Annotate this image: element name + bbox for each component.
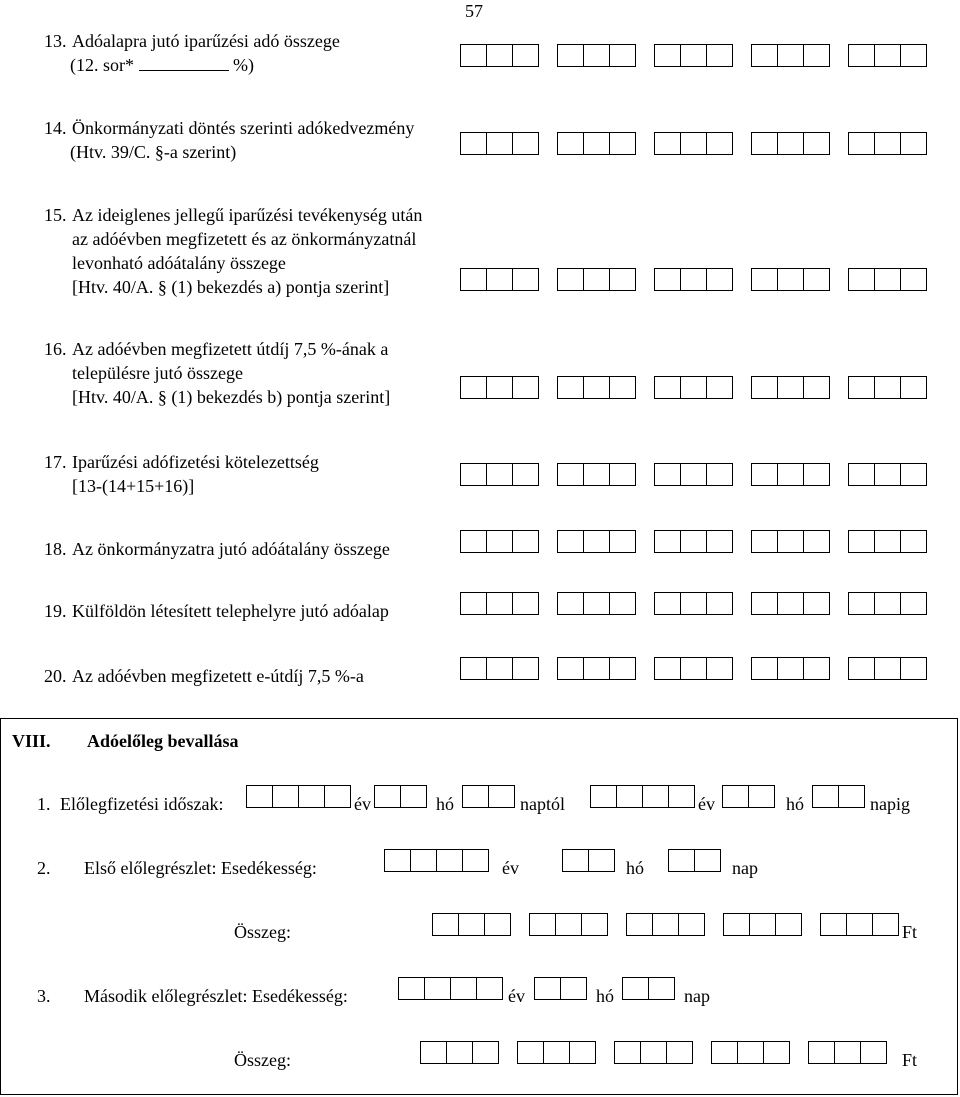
digit-box[interactable] [707, 593, 732, 614]
digit-box[interactable] [778, 133, 804, 154]
item3-number: 3. [37, 986, 51, 1006]
digit-box[interactable] [849, 269, 875, 290]
digit-box[interactable] [821, 914, 847, 935]
digit-box-group[interactable] [723, 913, 802, 936]
digit-box[interactable] [615, 1042, 641, 1063]
digit-box[interactable] [584, 658, 610, 679]
digit-box[interactable] [584, 593, 610, 614]
item2-ho-label: hó [626, 858, 644, 878]
digit-box[interactable] [591, 786, 617, 807]
row-20-number: 20. [44, 666, 67, 686]
digit-box[interactable] [861, 1042, 886, 1063]
digit-box-group[interactable] [668, 849, 721, 872]
digit-box[interactable] [804, 377, 829, 398]
digit-box[interactable] [627, 914, 653, 935]
digit-box-group[interactable] [432, 913, 511, 936]
digit-box[interactable] [681, 133, 707, 154]
digit-box-group[interactable] [848, 592, 927, 615]
digit-box[interactable] [513, 377, 538, 398]
digit-box-group[interactable] [557, 657, 636, 680]
digit-box[interactable] [655, 269, 681, 290]
digit-box[interactable] [849, 133, 875, 154]
digit-box[interactable] [558, 464, 584, 485]
row-17-label-line1: Iparűzési adófizetési kötelezettség [72, 452, 319, 472]
digit-box-group[interactable] [460, 268, 539, 291]
digit-box-group[interactable] [462, 785, 515, 808]
row-18-number: 18. [44, 539, 67, 559]
digit-box-group[interactable] [751, 463, 830, 486]
row-13-label-line1: Adóalapra jutó iparűzési adó összege [72, 31, 340, 51]
digit-box[interactable] [707, 377, 732, 398]
digit-box[interactable] [750, 914, 776, 935]
digit-box[interactable] [518, 1042, 544, 1063]
digit-box-group[interactable] [751, 530, 830, 553]
digit-box[interactable] [399, 978, 425, 999]
digit-box[interactable] [778, 377, 804, 398]
digit-box[interactable] [901, 377, 926, 398]
digit-box[interactable] [778, 464, 804, 485]
digit-box[interactable] [461, 133, 487, 154]
digit-box[interactable] [804, 269, 829, 290]
digit-box[interactable] [804, 464, 829, 485]
digit-box[interactable] [558, 531, 584, 552]
digit-box[interactable] [849, 45, 875, 66]
digit-box-group[interactable] [654, 592, 733, 615]
digit-box[interactable] [325, 786, 350, 807]
digit-box[interactable] [610, 464, 635, 485]
digit-box[interactable] [461, 45, 487, 66]
digit-box[interactable] [778, 45, 804, 66]
digit-box[interactable] [849, 531, 875, 552]
item1-ho-label: hó [436, 794, 454, 814]
digit-box[interactable] [813, 786, 839, 807]
digit-box[interactable] [804, 658, 829, 679]
digit-box[interactable] [584, 45, 610, 66]
digit-box[interactable] [447, 1042, 473, 1063]
digit-box[interactable] [513, 45, 538, 66]
item2-label: Első előlegrészlet: Esedékesség: [84, 858, 317, 878]
digit-box[interactable] [738, 1042, 764, 1063]
digit-box[interactable] [299, 786, 325, 807]
digit-box[interactable] [421, 1042, 447, 1063]
digit-box-group[interactable] [557, 268, 636, 291]
digit-box-group[interactable] [460, 44, 539, 67]
row-17-number: 17. [44, 452, 67, 472]
digit-box-group[interactable] [848, 44, 927, 67]
digit-box-group[interactable] [654, 657, 733, 680]
digit-box-group[interactable] [751, 376, 830, 399]
item3-ev-label: év [508, 986, 525, 1006]
digit-box-group[interactable] [557, 376, 636, 399]
digit-box[interactable] [487, 464, 513, 485]
digit-box[interactable] [681, 377, 707, 398]
digit-box[interactable] [804, 133, 829, 154]
digit-box[interactable] [804, 45, 829, 66]
digit-box[interactable] [487, 593, 513, 614]
digit-box[interactable] [723, 786, 749, 807]
digit-box[interactable] [752, 531, 778, 552]
digit-box[interactable] [558, 45, 584, 66]
digit-box-group[interactable] [562, 849, 615, 872]
item3-ho-label: hó [596, 986, 614, 1006]
digit-box[interactable] [558, 269, 584, 290]
row-14-label-line2: (Htv. 39/C. §-a szerint) [70, 142, 237, 162]
digit-box[interactable] [437, 850, 463, 871]
digit-box[interactable] [901, 464, 926, 485]
digit-box[interactable] [752, 593, 778, 614]
digit-box[interactable] [623, 978, 649, 999]
digit-box[interactable] [849, 593, 875, 614]
digit-box-group[interactable] [534, 977, 587, 1000]
digit-box[interactable] [901, 269, 926, 290]
digit-box[interactable] [875, 593, 901, 614]
digit-box[interactable] [610, 377, 635, 398]
row-17-label-line2: [13-(14+15+16)] [72, 476, 195, 496]
digit-box-group[interactable] [654, 132, 733, 155]
digit-box-group[interactable] [529, 913, 608, 936]
digit-box[interactable] [804, 593, 829, 614]
row-16-label-line1: Az adóévben megfizetett útdíj 7,5 %-ának a [72, 339, 389, 359]
digit-box-group[interactable] [654, 44, 733, 67]
digit-box[interactable] [707, 531, 732, 552]
digit-box[interactable] [461, 269, 487, 290]
digit-box[interactable] [641, 1042, 667, 1063]
digit-box[interactable] [513, 531, 538, 552]
digit-box[interactable] [617, 786, 643, 807]
section-title: Adóelőleg bevallása [87, 731, 239, 751]
digit-box[interactable] [461, 531, 487, 552]
row-20-label: Az adóévben megfizetett e-útdíj 7,5 %-a [72, 666, 364, 686]
row-13-rate-field[interactable] [139, 54, 229, 71]
digit-box-group[interactable] [751, 44, 830, 67]
digit-box-group[interactable] [751, 132, 830, 155]
digit-box[interactable] [461, 593, 487, 614]
row-13-number: 13. [44, 31, 67, 51]
digit-box[interactable] [655, 658, 681, 679]
row-16-label-line2: településre jutó összege [72, 363, 243, 383]
digit-box[interactable] [681, 531, 707, 552]
item1-naptol-label: naptól [520, 794, 565, 814]
section-number: VIII. [12, 731, 51, 751]
item2-osszeg-label: Összeg: [234, 922, 291, 942]
digit-box[interactable] [901, 593, 926, 614]
digit-box[interactable] [487, 269, 513, 290]
digit-box-group[interactable] [751, 268, 830, 291]
digit-box[interactable] [584, 531, 610, 552]
digit-box[interactable] [610, 269, 635, 290]
item3-nap-label: nap [684, 986, 710, 1006]
item2-ft-label: Ft [902, 922, 918, 942]
digit-box[interactable] [809, 1042, 835, 1063]
digit-box[interactable] [556, 914, 582, 935]
digit-box-group[interactable] [590, 785, 695, 808]
digit-box[interactable] [752, 658, 778, 679]
digit-box[interactable] [487, 45, 513, 66]
digit-box[interactable] [695, 850, 720, 871]
digit-box-group[interactable] [848, 463, 927, 486]
digit-box[interactable] [707, 269, 732, 290]
digit-box[interactable] [679, 914, 704, 935]
digit-box[interactable] [643, 786, 669, 807]
digit-box[interactable] [849, 464, 875, 485]
digit-box-group[interactable] [654, 530, 733, 553]
item1-ev2-label: év [698, 794, 715, 814]
row-13-label-line2: (12. sor* %) [70, 55, 254, 75]
item2-number: 2. [37, 858, 51, 878]
digit-box[interactable] [273, 786, 299, 807]
digit-box[interactable] [584, 269, 610, 290]
digit-box[interactable] [712, 1042, 738, 1063]
digit-box[interactable] [461, 377, 487, 398]
digit-box-group[interactable] [654, 376, 733, 399]
digit-box[interactable] [487, 133, 513, 154]
digit-box-group[interactable] [626, 913, 705, 936]
row-19-number: 19. [44, 601, 67, 621]
row-16-number: 16. [44, 339, 67, 359]
digit-box[interactable] [558, 658, 584, 679]
digit-box[interactable] [655, 377, 681, 398]
digit-box[interactable] [749, 786, 774, 807]
item1-label: Előlegfizetési időszak: [60, 794, 224, 814]
digit-box[interactable] [487, 658, 513, 679]
digit-box[interactable] [610, 593, 635, 614]
digit-box-group[interactable] [374, 785, 427, 808]
digit-box-group[interactable] [820, 913, 899, 936]
digit-box-group[interactable] [557, 463, 636, 486]
digit-box[interactable] [875, 377, 901, 398]
digit-box[interactable] [487, 531, 513, 552]
digit-box[interactable] [901, 531, 926, 552]
digit-box[interactable] [513, 464, 538, 485]
digit-box[interactable] [513, 658, 538, 679]
digit-box[interactable] [707, 133, 732, 154]
digit-box[interactable] [875, 531, 901, 552]
digit-box[interactable] [459, 914, 485, 935]
digit-box[interactable] [477, 978, 502, 999]
digit-box-group[interactable] [848, 268, 927, 291]
digit-box-group[interactable] [460, 376, 539, 399]
digit-box[interactable] [558, 593, 584, 614]
digit-box[interactable] [463, 850, 488, 871]
digit-box[interactable] [752, 377, 778, 398]
item3-label: Második előlegrészlet: Esedékesség: [84, 986, 348, 1006]
digit-box[interactable] [561, 978, 586, 999]
item2-nap-label: nap [732, 858, 758, 878]
item1-ho2-label: hó [786, 794, 804, 814]
digit-box[interactable] [563, 850, 589, 871]
digit-box[interactable] [849, 377, 875, 398]
digit-box[interactable] [655, 133, 681, 154]
digit-box-group[interactable] [848, 376, 927, 399]
digit-box[interactable] [655, 593, 681, 614]
digit-box-group[interactable] [557, 44, 636, 67]
digit-box[interactable] [247, 786, 273, 807]
digit-box[interactable] [461, 658, 487, 679]
digit-box[interactable] [584, 464, 610, 485]
row-14-number: 14. [44, 118, 67, 138]
digit-box[interactable] [451, 978, 477, 999]
digit-box[interactable] [681, 593, 707, 614]
digit-box[interactable] [839, 786, 864, 807]
row-15-label-line1: Az ideiglenes jellegű iparűzési tevékenység után [72, 205, 423, 225]
digit-box[interactable] [375, 786, 401, 807]
digit-box[interactable] [513, 133, 538, 154]
digit-box[interactable] [875, 133, 901, 154]
digit-box-group[interactable] [460, 530, 539, 553]
digit-box-group[interactable] [812, 785, 865, 808]
digit-box[interactable] [530, 914, 556, 935]
digit-box[interactable] [681, 45, 707, 66]
digit-box[interactable] [724, 914, 750, 935]
digit-box[interactable] [487, 377, 513, 398]
digit-box[interactable] [433, 914, 459, 935]
item1-ev-label: év [354, 794, 371, 814]
row-19-label: Külföldön létesített telephelyre jutó adóalap [72, 601, 389, 621]
item3-osszeg-label: Összeg: [234, 1050, 291, 1070]
digit-box-group[interactable] [711, 1041, 790, 1064]
digit-box-group[interactable] [460, 132, 539, 155]
digit-box[interactable] [589, 850, 614, 871]
digit-box-group[interactable] [654, 463, 733, 486]
digit-box[interactable] [649, 978, 674, 999]
digit-box[interactable] [778, 269, 804, 290]
digit-box-group[interactable] [557, 592, 636, 615]
digit-box[interactable] [835, 1042, 861, 1063]
digit-box[interactable] [473, 1042, 498, 1063]
row-15-label-line4: [Htv. 40/A. § (1) bekezdés a) pontja szerint] [72, 277, 390, 297]
digit-box[interactable] [681, 269, 707, 290]
digit-box[interactable] [681, 658, 707, 679]
digit-box[interactable] [513, 269, 538, 290]
digit-box[interactable] [681, 464, 707, 485]
item1-number: 1. [37, 794, 51, 814]
digit-box[interactable] [669, 850, 695, 871]
digit-box[interactable] [707, 45, 732, 66]
digit-box[interactable] [875, 658, 901, 679]
digit-box-group[interactable] [398, 977, 503, 1000]
row-16-label-line3: [Htv. 40/A. § (1) bekezdés b) pontja szerint] [72, 387, 391, 407]
digit-box[interactable] [849, 658, 875, 679]
digit-box[interactable] [401, 786, 426, 807]
digit-box-group[interactable] [614, 1041, 693, 1064]
digit-box[interactable] [489, 786, 514, 807]
digit-box-group[interactable] [384, 849, 489, 872]
digit-box[interactable] [461, 464, 487, 485]
digit-box-group[interactable] [420, 1041, 499, 1064]
digit-box-group[interactable] [848, 530, 927, 553]
digit-box-group[interactable] [808, 1041, 887, 1064]
digit-box[interactable] [385, 850, 411, 871]
digit-box[interactable] [610, 45, 635, 66]
digit-box[interactable] [901, 45, 926, 66]
row-15-label-line3: levonható adóátalány összege [72, 253, 286, 273]
digit-box[interactable] [804, 531, 829, 552]
digit-box[interactable] [752, 464, 778, 485]
digit-box-group[interactable] [246, 785, 351, 808]
digit-box[interactable] [764, 1042, 789, 1063]
digit-box[interactable] [752, 133, 778, 154]
digit-box[interactable] [513, 593, 538, 614]
digit-box-group[interactable] [557, 132, 636, 155]
digit-box[interactable] [425, 978, 451, 999]
row-15-label-line2: az adóévben megfizetett és az önkormányzatnál [72, 229, 417, 249]
digit-box[interactable] [875, 464, 901, 485]
digit-box[interactable] [875, 269, 901, 290]
section-viii-frame [0, 718, 958, 1095]
item2-ev-label: év [502, 858, 519, 878]
digit-box[interactable] [901, 133, 926, 154]
digit-box[interactable] [463, 786, 489, 807]
digit-box-group[interactable] [751, 657, 830, 680]
digit-box[interactable] [655, 45, 681, 66]
digit-box-group[interactable] [848, 132, 927, 155]
item1-napig-label: napig [870, 794, 910, 814]
digit-box[interactable] [752, 45, 778, 66]
digit-box[interactable] [752, 269, 778, 290]
digit-box[interactable] [778, 593, 804, 614]
digit-box[interactable] [485, 914, 510, 935]
digit-box-group[interactable] [460, 657, 539, 680]
digit-box[interactable] [544, 1042, 570, 1063]
digit-box[interactable] [610, 658, 635, 679]
digit-box[interactable] [584, 377, 610, 398]
digit-box[interactable] [669, 786, 694, 807]
digit-box-group[interactable] [460, 592, 539, 615]
digit-box[interactable] [558, 377, 584, 398]
digit-box[interactable] [667, 1042, 692, 1063]
digit-box[interactable] [873, 914, 898, 935]
digit-box[interactable] [558, 133, 584, 154]
row-14-label-line1: Önkormányzati döntés szerinti adókedvezmény [72, 118, 415, 138]
digit-box[interactable] [776, 914, 801, 935]
digit-box[interactable] [707, 464, 732, 485]
digit-box[interactable] [847, 914, 873, 935]
row-18-label: Az önkormányzatra jutó adóátalány összege [72, 539, 390, 559]
row-15-number: 15. [44, 205, 67, 225]
digit-box[interactable] [778, 658, 804, 679]
digit-box-group[interactable] [622, 977, 675, 1000]
digit-box-group[interactable] [751, 592, 830, 615]
digit-box[interactable] [778, 531, 804, 552]
digit-box[interactable] [610, 133, 635, 154]
digit-box[interactable] [570, 1042, 595, 1063]
digit-box-group[interactable] [517, 1041, 596, 1064]
digit-box[interactable] [535, 978, 561, 999]
digit-box-group[interactable] [654, 268, 733, 291]
digit-box[interactable] [875, 45, 901, 66]
digit-box-group[interactable] [557, 530, 636, 553]
digit-box[interactable] [582, 914, 607, 935]
digit-box[interactable] [707, 658, 732, 679]
item3-ft-label: Ft [902, 1050, 918, 1070]
digit-box[interactable] [901, 658, 926, 679]
digit-box-group[interactable] [848, 657, 927, 680]
page-number: 57 [465, 1, 483, 21]
digit-box[interactable] [610, 531, 635, 552]
digit-box[interactable] [653, 914, 679, 935]
digit-box-group[interactable] [722, 785, 775, 808]
digit-box[interactable] [655, 531, 681, 552]
digit-box[interactable] [655, 464, 681, 485]
digit-box[interactable] [411, 850, 437, 871]
digit-box-group[interactable] [460, 463, 539, 486]
digit-box[interactable] [584, 133, 610, 154]
